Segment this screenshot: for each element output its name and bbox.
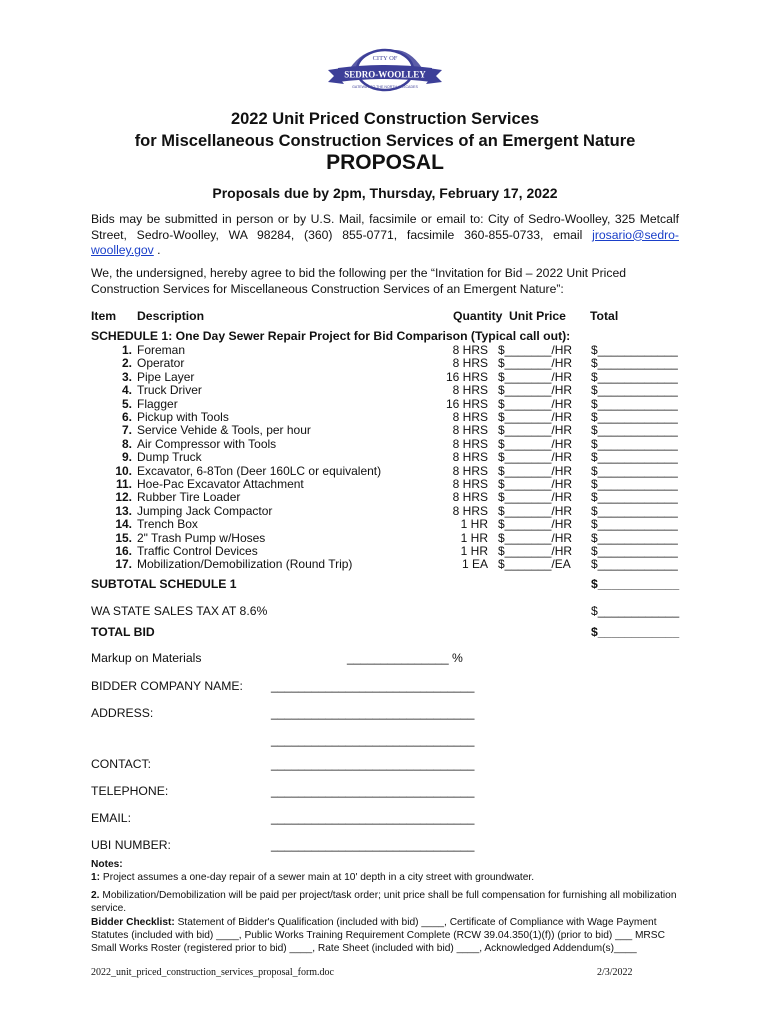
item-total[interactable]: $____________ <box>591 383 678 398</box>
field-label: UBI NUMBER: <box>91 838 171 852</box>
item-number: 5. <box>121 396 132 411</box>
item-quantity: 1 HR <box>460 517 488 532</box>
checklist-text: Statement of Bidder's Qualification (included with bid) ____, Certificate of Compliance with Wage Payment Statutes (included with bid) ____, Public Works Training Requirement Complete (RCW 39.04.350(1)(f)) (prior to bid) ___ MRSC Small Works Roster (registered prior to bid) ____, Rate Sheet (included with bid) ____, Acknowledged Addendum(s)____ <box>91 916 665 955</box>
agreement-paragraph: We, the undersigned, hereby agree to bid the following per the “Invitation for Bid – 2022 Unit Priced Construction Services for Miscellaneous Construction Services of an Emergent Nature”: <box>91 266 626 296</box>
item-description: Service Vehide & Tools, per hour <box>137 423 311 438</box>
item-total[interactable]: $____________ <box>591 530 678 545</box>
item-total[interactable]: $____________ <box>591 410 678 424</box>
field-label: BIDDER COMPANY NAME: <box>91 679 243 693</box>
item-total[interactable]: $____________ <box>591 436 678 451</box>
item-quantity: 8 HRS <box>452 463 488 478</box>
item-total[interactable]: $____________ <box>591 463 678 478</box>
footer-date: 2/3/2022 <box>597 967 633 978</box>
total-bid-label: TOTAL BID <box>91 625 155 639</box>
item-unit-price[interactable]: $_______/HR <box>498 490 573 505</box>
header-unit-price: Unit Price <box>509 309 566 323</box>
item-description: Mobilization/Demobilization (Round Trip) <box>137 557 353 572</box>
item-unit-price[interactable]: $_______/HR <box>498 463 573 478</box>
item-description: Truck Driver <box>137 383 202 398</box>
email-link[interactable]: jrosario@sedro-woolley.gov <box>91 227 679 257</box>
note-2-number: 2. <box>91 889 100 901</box>
item-quantity: 1 EA <box>461 557 488 572</box>
item-unit-price[interactable]: $_______/HR <box>498 503 573 518</box>
header-description: Description <box>137 309 205 323</box>
item-number: 17. <box>115 557 132 572</box>
item-description: Pipe Layer <box>137 369 195 384</box>
item-description: Operator <box>137 356 185 371</box>
note-2-text: Mobilization/Demobilization will be paid per project/task order; unit price shall be full compensation for furnishing all mobilization service. <box>91 889 677 915</box>
item-unit-price[interactable]: $_______/HR <box>498 436 573 451</box>
item-quantity: 1 HR <box>460 530 488 545</box>
item-quantity: 8 HRS <box>452 423 488 438</box>
item-number: 16. <box>115 544 132 558</box>
checklist-label: Bidder Checklist: <box>91 916 175 928</box>
item-quantity: 8 HRS <box>452 450 488 465</box>
field-label: EMAIL: <box>91 811 131 825</box>
item-quantity: 16 HRS <box>445 369 488 384</box>
item-number: 4. <box>121 383 132 398</box>
item-description: Hoe-Pac Excavator Attachment <box>137 477 304 491</box>
item-description: Trench Box <box>137 517 198 532</box>
item-description: Jumping Jack Compactor <box>137 503 273 518</box>
logo-city-name: SEDRO-WOOLLEY <box>344 69 426 80</box>
item-number: 2. <box>121 356 132 371</box>
item-description: Rubber Tire Loader <box>137 490 241 505</box>
header-total: Total <box>590 309 619 323</box>
markup-field[interactable]: _______________ % <box>347 651 463 665</box>
note-1-number: 1: <box>91 872 101 884</box>
item-unit-price[interactable]: $_______/HR <box>498 477 573 491</box>
subtotal-value[interactable]: $____________ <box>591 577 680 591</box>
item-total[interactable]: $____________ <box>591 450 678 465</box>
item-total[interactable]: $____________ <box>591 356 678 371</box>
item-quantity: 8 HRS <box>452 503 488 518</box>
item-description: Foreman <box>137 343 186 357</box>
header-item: Item <box>91 309 117 323</box>
item-total[interactable]: $____________ <box>591 369 678 384</box>
item-number: 3. <box>121 369 132 384</box>
item-unit-price[interactable]: $_______/HR <box>498 410 573 424</box>
item-number: 8. <box>121 436 132 451</box>
item-number: 15. <box>115 530 132 545</box>
item-quantity: 16 HRS <box>445 396 488 411</box>
item-quantity: 8 HRS <box>452 477 488 491</box>
footer-filename: 2022_unit_priced_construction_services_proposal_form.doc <box>91 967 334 978</box>
item-number: 9. <box>121 450 132 465</box>
item-total[interactable]: $____________ <box>591 503 678 518</box>
item-unit-price[interactable]: $_______/HR <box>498 396 573 411</box>
title-line-2: for Miscellaneous Construction Services of an Emergent Nature <box>134 132 636 150</box>
field-input-line[interactable]: ______________________________ <box>271 811 475 825</box>
field-input-line[interactable]: ______________________________ <box>271 733 475 747</box>
tax-label: WA STATE SALES TAX AT 8.6% <box>91 604 268 618</box>
markup-label: Markup on Materials <box>91 651 202 665</box>
item-unit-price[interactable]: $_______/HR <box>498 356 573 371</box>
item-unit-price[interactable]: $_______/HR <box>498 343 573 357</box>
field-label: ADDRESS: <box>91 706 154 720</box>
field-label: CONTACT: <box>91 757 152 771</box>
submission-end: . <box>153 243 161 257</box>
item-description: Dump Truck <box>137 450 202 465</box>
item-quantity: 8 HRS <box>452 410 488 424</box>
item-unit-price[interactable]: $_______/HR <box>498 517 573 532</box>
item-unit-price[interactable]: $_______/HR <box>498 544 573 558</box>
logo-city-of: CITY OF <box>372 55 398 62</box>
item-number: 1. <box>121 343 132 357</box>
item-description: Traffic Control Devices <box>137 544 258 558</box>
note-1 <box>91 871 681 884</box>
field-label: TELEPHONE: <box>91 784 169 798</box>
item-total[interactable]: $____________ <box>591 490 678 505</box>
item-number: 14. <box>115 517 132 532</box>
title-line-1: 2022 Unit Priced Construction Services <box>230 110 540 128</box>
item-unit-price[interactable]: $_______/EA <box>498 557 571 572</box>
item-total[interactable]: $____________ <box>591 517 678 532</box>
header-quantity: Quantity <box>453 309 503 323</box>
item-description: Air Compressor with Tools <box>137 436 277 451</box>
item-total[interactable]: $____________ <box>591 557 678 572</box>
city-logo <box>322 38 448 100</box>
field-input-line[interactable]: ______________________________ <box>271 838 475 852</box>
note-2 <box>91 889 681 916</box>
item-description: 2" Trash Pump w/Hoses <box>137 530 266 545</box>
item-unit-price[interactable]: $_______/HR <box>498 369 573 384</box>
item-description: Pickup with Tools <box>137 410 229 424</box>
title-proposal: PROPOSAL <box>326 151 444 174</box>
item-unit-price[interactable]: $_______/HR <box>498 530 573 545</box>
item-unit-price[interactable]: $_______/HR <box>498 450 573 465</box>
item-description: Flagger <box>137 396 178 411</box>
item-number: 11. <box>115 477 132 491</box>
notes-heading: Notes: <box>91 859 123 870</box>
item-number: 7. <box>121 423 132 438</box>
due-date: Proposals due by 2pm, Thursday, February 17, 2022 <box>212 185 558 201</box>
schedule-title: SCHEDULE 1: One Day Sewer Repair Project for Bid Comparison (Typical call out): <box>91 329 571 343</box>
notes-section <box>91 858 681 956</box>
tax-value[interactable]: $____________ <box>591 604 680 618</box>
submission-text: Bids may be submitted in person or by U.S. Mail, facsimile or email to: City of Sedro-Woolley, 325 Metcalf Street, Sedro-Woolley, WA 98284, (360) 855-0771, facsimile 360-855-0733, email <box>91 212 679 242</box>
item-quantity: 8 HRS <box>452 356 488 371</box>
item-description: Excavator, 6-8Ton (Deer 160LC or equivalent) <box>137 463 382 478</box>
item-unit-price[interactable]: $_______/HR <box>498 423 573 438</box>
subtotal-label: SUBTOTAL SCHEDULE 1 <box>91 577 237 591</box>
item-total[interactable]: $____________ <box>591 477 678 491</box>
item-total[interactable]: $____________ <box>591 544 678 558</box>
field-input-line[interactable]: ______________________________ <box>271 706 475 720</box>
item-quantity: 8 HRS <box>452 490 488 505</box>
item-quantity: 8 HRS <box>452 436 488 451</box>
item-number: 10. <box>115 463 132 478</box>
item-number: 12. <box>115 490 132 505</box>
field-input-line[interactable]: ______________________________ <box>271 757 475 771</box>
item-total[interactable]: $____________ <box>591 343 678 357</box>
item-total[interactable]: $____________ <box>591 396 678 411</box>
item-quantity: 8 HRS <box>452 343 488 357</box>
submission-paragraph <box>91 212 679 259</box>
item-number: 6. <box>121 410 132 424</box>
logo-tagline: GATEWAY TO THE NORTH CASCADES <box>352 85 418 89</box>
item-total[interactable]: $____________ <box>591 423 678 438</box>
item-unit-price[interactable]: $_______/HR <box>498 383 573 398</box>
note-1-text: Project assumes a one-day repair of a sewer main at 10' depth in a city street with groundwater. <box>100 872 535 884</box>
field-input-line[interactable]: ______________________________ <box>271 784 475 798</box>
total-bid-value[interactable]: $____________ <box>591 625 680 639</box>
item-quantity: 8 HRS <box>452 383 488 398</box>
item-number: 13. <box>115 503 132 518</box>
item-quantity: 1 HR <box>460 544 488 558</box>
field-input-line[interactable]: ______________________________ <box>271 679 475 693</box>
bidder-checklist <box>91 916 681 956</box>
